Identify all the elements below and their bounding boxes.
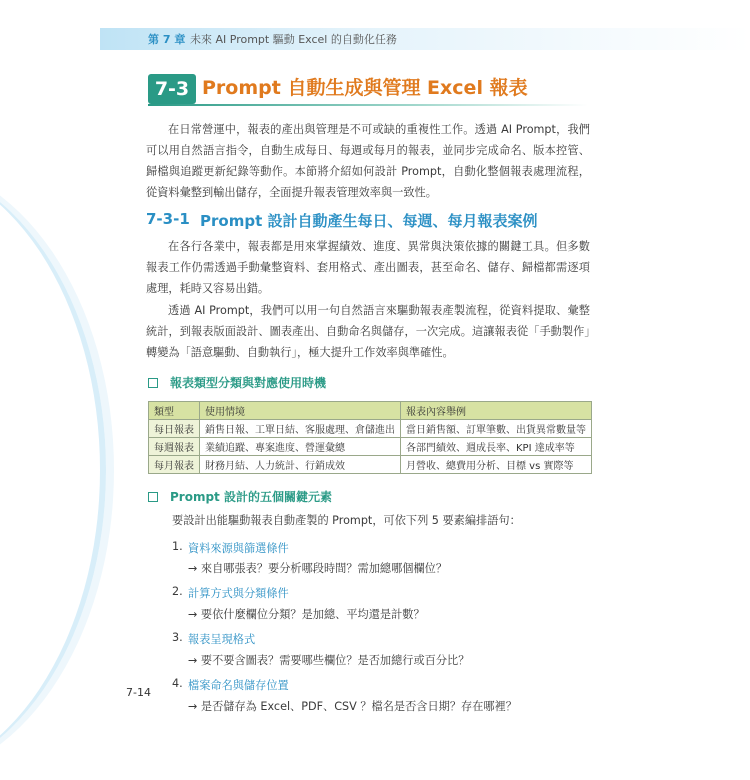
section-intro-paragraph: 在日常營運中，報表的產出與管理是不可或缺的重複性工作。透過 AI Prompt，我們可以用自然語言指令，自動生成每日、每週或每月的報表，並同步完成命名、版本控管、歸檔與追蹤更新紀錄等動作。本節將介紹如何設計 Prompt，自動化整個報表處理流程，從資料彙整到輸出儲存，全面提升報表管理效率與一致性。 [146,123,590,199]
chapter-label: 第 7 章 [148,33,186,46]
list-item-number: 4. [172,677,183,690]
list-item-number: 2. [172,585,183,598]
table-header-cell: 類型 [149,402,200,420]
chapter-title: 未來 AI Prompt 驅動 Excel 的自動化任務 [190,33,397,46]
page-number: 7-14 [126,686,151,699]
list-item-title: 計算方式與分類條件 [188,587,289,600]
list-item-detail: → 來自哪張表？要分析哪段時間？需加總哪個欄位？ [188,562,448,575]
table-cell: 當日銷售額、訂單筆數、出貨異常數量等 [401,420,592,438]
table-row [149,438,592,456]
table-cell: 每日報表 [149,420,200,438]
table-cell: 每月報表 [149,456,200,474]
report-types-table [148,401,592,474]
list-item-detail: → 是否儲存為 Excel、PDF、CSV ？檔名是否含日期？存在哪裡？ [188,700,517,713]
subsection-number: 7-3-1 [146,210,190,228]
list-item-title: 資料來源與篩選條件 [188,542,289,555]
list-item-detail: → 要不要含圖表？需要哪些欄位？是否加總行或百分比？ [188,654,470,667]
list-item-number: 1. [172,540,183,553]
list-item-detail: → 要依什麼欄位分類？是加總、平均還是計數？ [188,608,425,621]
subsection-title: Prompt 設計自動產生每日、每週、每月報表案例 [200,212,538,230]
table-cell: 銷售日報、工單日結、客服處理、倉儲進出 [200,420,401,438]
table-header-row [149,402,592,420]
table-cell: 各部門績效、週成長率、KPI 達成率等 [401,438,592,456]
section-title-underline [148,104,588,106]
table-section-heading: 報表類型分類與對應使用時機 [148,374,326,391]
checkbox-bullet-icon [148,492,158,502]
elements-section-heading: Prompt 設計的五個關鍵元素 [148,488,332,505]
table-row [149,420,592,438]
table-row [149,456,592,474]
table-header-cell: 使用情境 [200,402,401,420]
checkbox-bullet-icon [148,378,158,388]
table-cell: 月營收、總費用分析、目標 vs 實際等 [401,456,592,474]
list-item-number: 3. [172,631,183,644]
subsection-paragraph-1: 在各行各業中，報表都是用來掌握績效、進度、異常與決策依據的關鍵工具。但多數報表工作仍需透過手動彙整資料、套用格式、產出圖表，甚至命名、儲存、歸檔都需逐項處理，耗時又容易出錯。 [146,240,590,295]
table-cell: 每週報表 [149,438,200,456]
section-number-badge: 7-3 [148,74,196,104]
decorative-arc [0,160,106,780]
list-item-title: 報表呈現格式 [188,633,256,646]
subsection-paragraph-2: 透過 AI Prompt，我們可以用一句自然語言來驅動報表產製流程，從資料提取、彙整統計，到報表版面設計、圖表產出、自動命名與儲存，一次完成。這讓報表從「手動製作」轉變為「語意驅動、自動執行」，極大提升工作效率與準確性。 [146,304,590,359]
table-cell: 財務月結、人力統計、行銷成效 [200,456,401,474]
section-title: Prompt 自動生成與管理 Excel 報表 [202,77,528,99]
elements-intro-text: 要設計出能驅動報表自動產製的 Prompt，可依下列 5 要素編排語句： [172,514,521,527]
list-item-title: 檔案命名與儲存位置 [188,679,289,692]
table-header-cell: 報表內容舉例 [401,402,592,420]
table-cell: 業績追蹤、專案進度、營運彙總 [200,438,401,456]
